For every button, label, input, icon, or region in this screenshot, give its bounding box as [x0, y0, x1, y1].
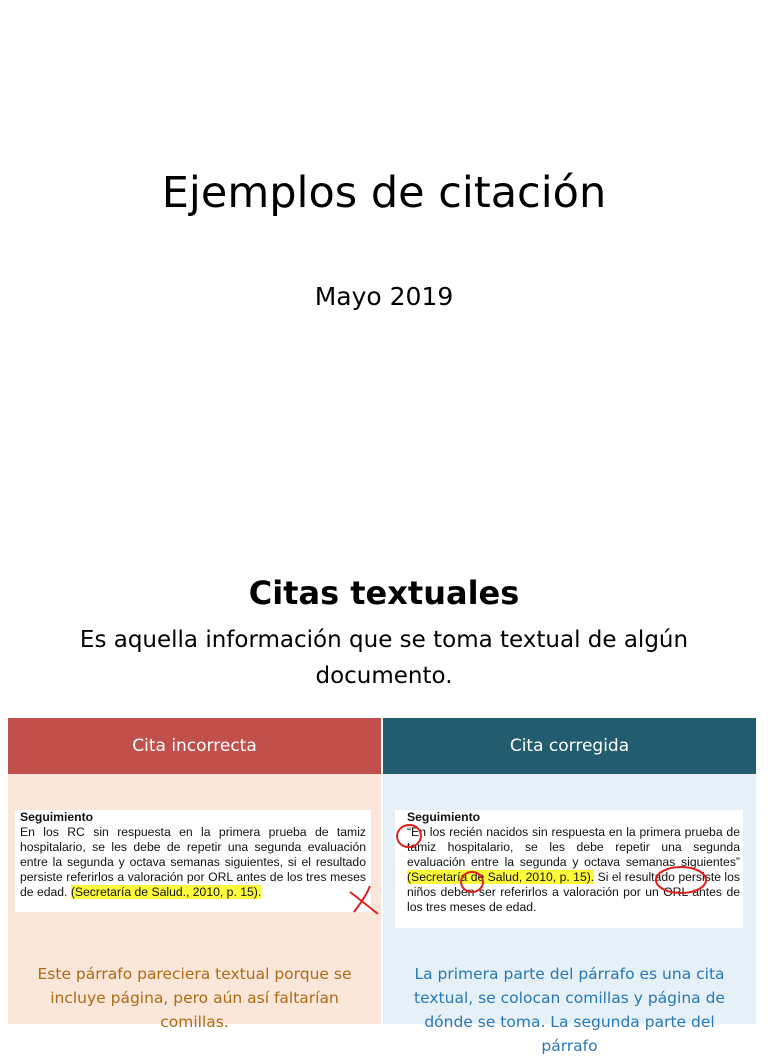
- incorrect-citation-header: Cita incorrecta: [8, 718, 381, 774]
- excerpt-citation-highlighted: (Secretaría de Salud., 2010, p. 15).: [70, 885, 262, 899]
- corrected-citation-excerpt: [395, 810, 743, 928]
- section-description: Es aquella información que se toma textual de algún documento.: [79, 627, 689, 689]
- excerpt-quote: “En los recién nacidos sin respuesta en la primera prueba de tamiz hospitalario, se les debe repetir una segunda evaluación entre la segunda y octava semanas siguientes”: [407, 825, 740, 869]
- excerpt-title: Seguimiento: [20, 810, 94, 824]
- incorrect-citation-column: [8, 718, 381, 1031]
- excerpt-body: En los RC sin respuesta en la primera prueba de tamiz hospitalario, se les debe de repetir una segunda evaluación entre la segunda y octava semanas siguientes, si el resultado persiste referirlos a valoración por ORL antes de los tres meses de edad.: [20, 825, 366, 899]
- incorrect-citation-note: Este párrafo pareciera textual porque se incluye página, pero aún así faltarían comillas.: [37, 965, 352, 1031]
- slide-title: Ejemplos de citación: [161, 168, 607, 218]
- excerpt-title: Seguimiento: [407, 810, 481, 824]
- slide-subtitle: Mayo 2019: [314, 282, 454, 311]
- excerpt-rest: Si el resultado persiste los niños deben ser referirlos a valoración por un ORL antes de los tres meses de edad.: [407, 870, 740, 914]
- corrected-citation-note: La primera parte del párrafo es una cita textual, se colocan comillas y página de dónde se toma. La segunda parte del párrafo: [414, 965, 725, 1055]
- incorrect-citation-excerpt: [15, 810, 371, 912]
- corrected-citation-header: Cita corregida: [383, 718, 756, 774]
- excerpt-citation-highlighted: (Secretaría de Salud, 2010, p. 15).: [407, 870, 595, 884]
- corrected-citation-column: [383, 718, 756, 1055]
- section-heading: Citas textuales: [248, 574, 520, 612]
